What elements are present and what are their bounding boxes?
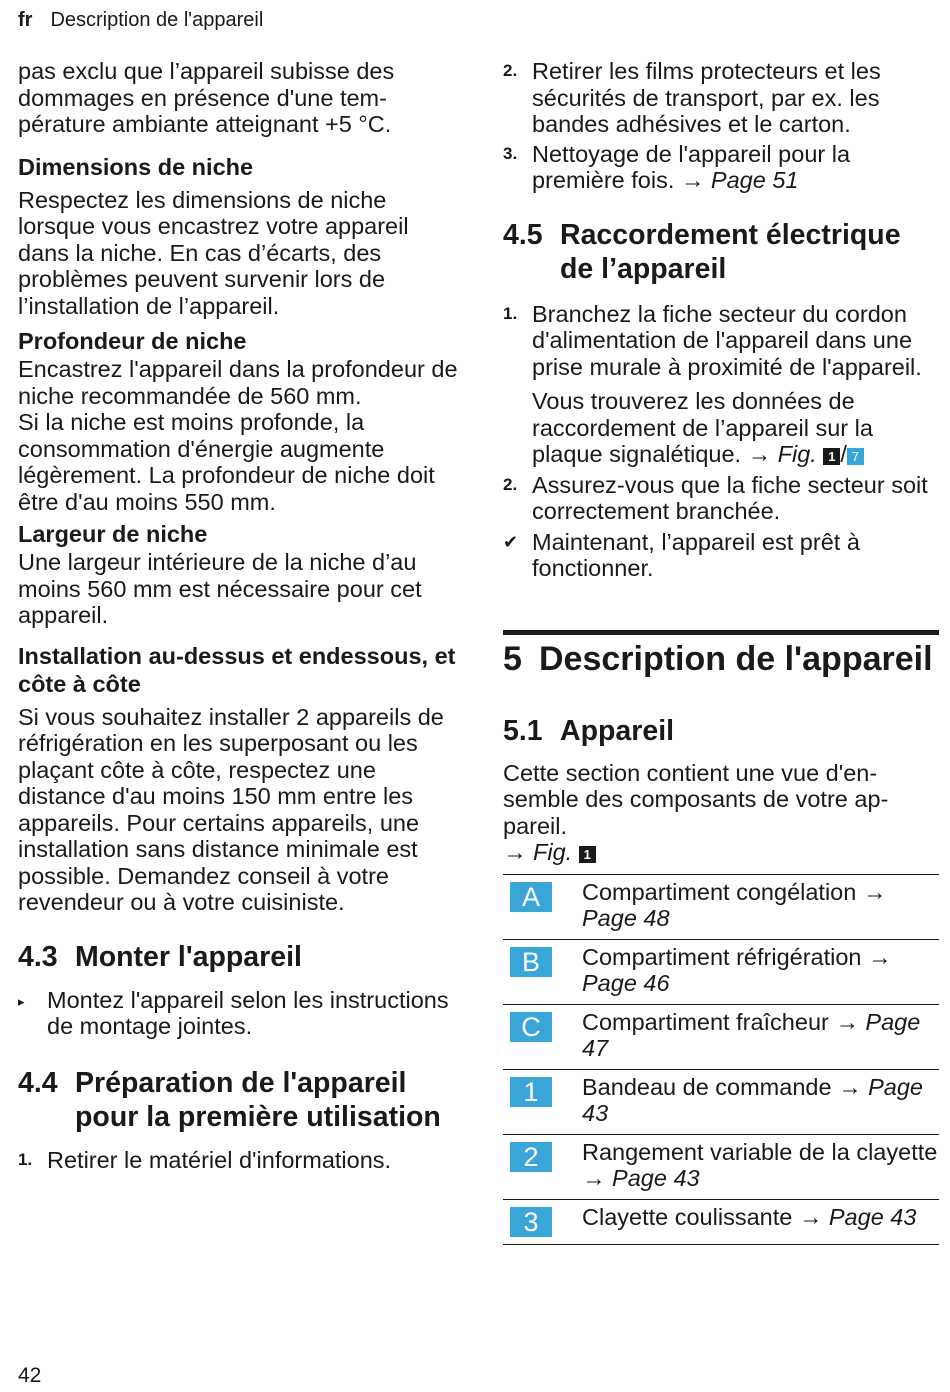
- section-number: 4.4: [18, 1066, 58, 1099]
- step-item: [503, 58, 939, 138]
- arrow-right-icon: →: [838, 1073, 862, 1100]
- header-title: Description de l'appareil: [50, 9, 264, 31]
- step-item: [503, 472, 939, 525]
- page-reference-link[interactable]: Page 47: [582, 1008, 921, 1061]
- component-label: Bandeau de commande: [582, 1073, 832, 1100]
- table-row: [503, 1134, 939, 1199]
- component-label: Rangement variable de la clayette: [582, 1138, 938, 1165]
- component-key-badge: B: [510, 947, 552, 977]
- step-number: 1.: [18, 1149, 33, 1169]
- step-text: Branchez la fiche secteur du cordon d'alimentation de l'appareil dans une prise murale à proximité de l'appareil.: [532, 300, 922, 380]
- step-text: [532, 141, 939, 194]
- step-number: 2.: [503, 474, 518, 494]
- chapter-number: 5: [503, 639, 522, 678]
- section-title: Appareil: [560, 714, 675, 747]
- component-key-badge: 2: [510, 1142, 552, 1172]
- label-cell: [582, 1004, 939, 1069]
- result-item: [503, 529, 939, 582]
- check-icon: ✔: [503, 531, 519, 552]
- arrow-right-icon: →: [868, 943, 892, 970]
- chapter-title: Description de l'appareil: [539, 639, 933, 678]
- step-number: 3.: [503, 143, 518, 163]
- section-title: Monter l'appareil: [75, 940, 302, 973]
- component-label: Clayette coulissante: [582, 1203, 793, 1230]
- key-cell: [503, 1199, 582, 1244]
- step-text: Assurez-vous que la fiche secteur soit correctement branchée.: [532, 471, 928, 524]
- heading-dimensions: Dimensions de niche: [18, 153, 254, 180]
- chapter-divider: [503, 630, 939, 635]
- key-cell: [503, 1004, 582, 1069]
- step-3-text: Nettoyage de l'appareil pour la première fois.: [532, 140, 851, 193]
- step-item: [503, 141, 939, 194]
- step-text: Retirer le matériel d'informations.: [47, 1146, 392, 1173]
- figure-reference-link[interactable]: Fig.: [777, 441, 817, 467]
- figure-reference-link[interactable]: Fig.: [533, 839, 573, 865]
- label-cell: [582, 874, 939, 939]
- page-reference-link[interactable]: Page 48: [582, 905, 670, 931]
- result-text: Maintenant, l’appareil est prêt à fonctionner.: [532, 528, 860, 581]
- table-row: [503, 939, 939, 1004]
- component-label: Compartiment congélation: [582, 878, 857, 905]
- component-key-badge: 3: [510, 1207, 552, 1237]
- component-key-badge: 1: [510, 1077, 552, 1107]
- page-reference-link[interactable]: Page 43: [612, 1165, 700, 1191]
- figure-reference: [503, 839, 939, 866]
- heading-profondeur: Profondeur de niche: [18, 328, 247, 354]
- largeur-text: Une largeur intérieure de la niche d’au moins 560 mm est nécessaire pour cet appareil.: [18, 549, 422, 628]
- arrow-right-icon: →: [680, 167, 705, 193]
- step-number: 2.: [503, 61, 518, 80]
- running-header: [18, 9, 263, 32]
- label-cell: [582, 1069, 939, 1134]
- installation-text: Si vous souhaitez installer 2 appareils de réfrigération en les superposant ou les plaçant côte à côte, respectez une distance d'au moins 150 mm entre les appareils. Pour certains appareils, une installation sans distance minimale est possible. Demandez conseil à votre revendeur ou à votre cuisiniste.: [18, 703, 444, 915]
- heading-largeur: Largeur de niche: [18, 521, 208, 547]
- profondeur-text-1: Encastrez l'appareil dans la profondeur de niche recommandée de 560 mm.: [18, 356, 458, 409]
- component-key-badge: A: [510, 882, 552, 912]
- intro-paragraph: pas exclu que l’appareil subisse des dommages en présence d'une température ambiante atteignant +5 °C.: [18, 58, 395, 137]
- component-label: Compartiment réfrigération: [582, 943, 862, 970]
- table-row: [503, 1069, 939, 1134]
- components-table: [503, 874, 939, 1245]
- step-text: Retirer les films protecteurs et les sécurités de transport, par ex. les bandes adhésives et le carton.: [532, 58, 881, 137]
- section-4-5-title: [503, 218, 939, 286]
- label-cell: [582, 1199, 939, 1244]
- table-row: [503, 1199, 939, 1244]
- section-4-3-title: [18, 940, 458, 974]
- section-4-4-title: [18, 1066, 458, 1134]
- instruction-text: Montez l'appareil selon les instructions de montage jointes.: [47, 986, 449, 1039]
- page-reference-link[interactable]: Page 51: [710, 167, 799, 193]
- step-note: [503, 388, 939, 468]
- section-number: 5.1: [503, 714, 543, 747]
- section-intro-text: Cette section contient une vue d'ensemble des composants de votre appareil.: [503, 759, 889, 839]
- table-row: [503, 1004, 939, 1069]
- section-number: 4.3: [18, 940, 58, 973]
- arrow-right-icon: →: [798, 1203, 823, 1230]
- label-cell: [582, 1134, 939, 1199]
- chapter-5-title: [503, 640, 939, 678]
- section-number: 4.5: [503, 218, 543, 251]
- language-code: fr: [18, 9, 33, 31]
- profondeur-text-2: Si la niche est moins profonde, la consommation d'énergie augmente légèrement. La profondeur de niche doit être d'au moins 550 mm.: [18, 409, 435, 515]
- table-row: [503, 874, 939, 939]
- dimensions-text: Respectez les dimensions de niche lorsque vous encastrez votre appareil dans la niche. En cas d’écarts, des problèmes peuvent survenir lors de l’installation de l’appareil.: [18, 186, 409, 319]
- figure-number-badge: 7: [847, 448, 864, 465]
- step-item: [18, 1147, 458, 1174]
- key-cell: [503, 874, 582, 939]
- page-reference-link[interactable]: Page 43: [582, 1073, 923, 1126]
- page-reference-link[interactable]: Page 43: [828, 1203, 917, 1230]
- right-column: [503, 58, 939, 1245]
- figure-number-badge: 1: [823, 448, 840, 465]
- page-reference-link[interactable]: Page 46: [582, 970, 670, 996]
- step-number: 1.: [503, 303, 518, 323]
- step-note-text: Vous trouverez les données de raccordement de l’appareil sur la plaque signalétique.: [532, 388, 873, 467]
- instruction-item: [18, 987, 458, 1040]
- left-column: [18, 58, 458, 1173]
- component-key-badge: C: [510, 1012, 552, 1042]
- section-title: Raccordement électrique de l’appareil: [560, 218, 901, 285]
- bullet-icon: ▸: [18, 993, 25, 1009]
- key-cell: [503, 939, 582, 1004]
- step-item: [503, 301, 939, 381]
- arrow-right-icon: →: [747, 441, 772, 467]
- label-cell: [582, 939, 939, 1004]
- note-text: Vous trouverez les données de raccordement de l’appareil sur la plaque signalétique. → Fig. 1 / 7: [532, 388, 873, 467]
- arrow-right-icon: →: [862, 878, 887, 905]
- key-cell: [503, 1134, 582, 1199]
- arrow-right-icon: →: [582, 1165, 606, 1191]
- section-5-1-title: [503, 714, 939, 748]
- section-title: Préparation de l'appareil pour la première utilisation: [75, 1066, 441, 1133]
- heading-installation: Installation au-dessus et endessous, et côte à côte: [18, 642, 456, 697]
- arrow-right-icon: →: [503, 839, 527, 865]
- component-label: Compartiment fraîcheur: [582, 1008, 829, 1035]
- page-number: 42: [18, 1364, 42, 1387]
- key-cell: [503, 1069, 582, 1134]
- figure-number-badge: 1: [579, 846, 596, 863]
- arrow-right-icon: →: [835, 1008, 859, 1035]
